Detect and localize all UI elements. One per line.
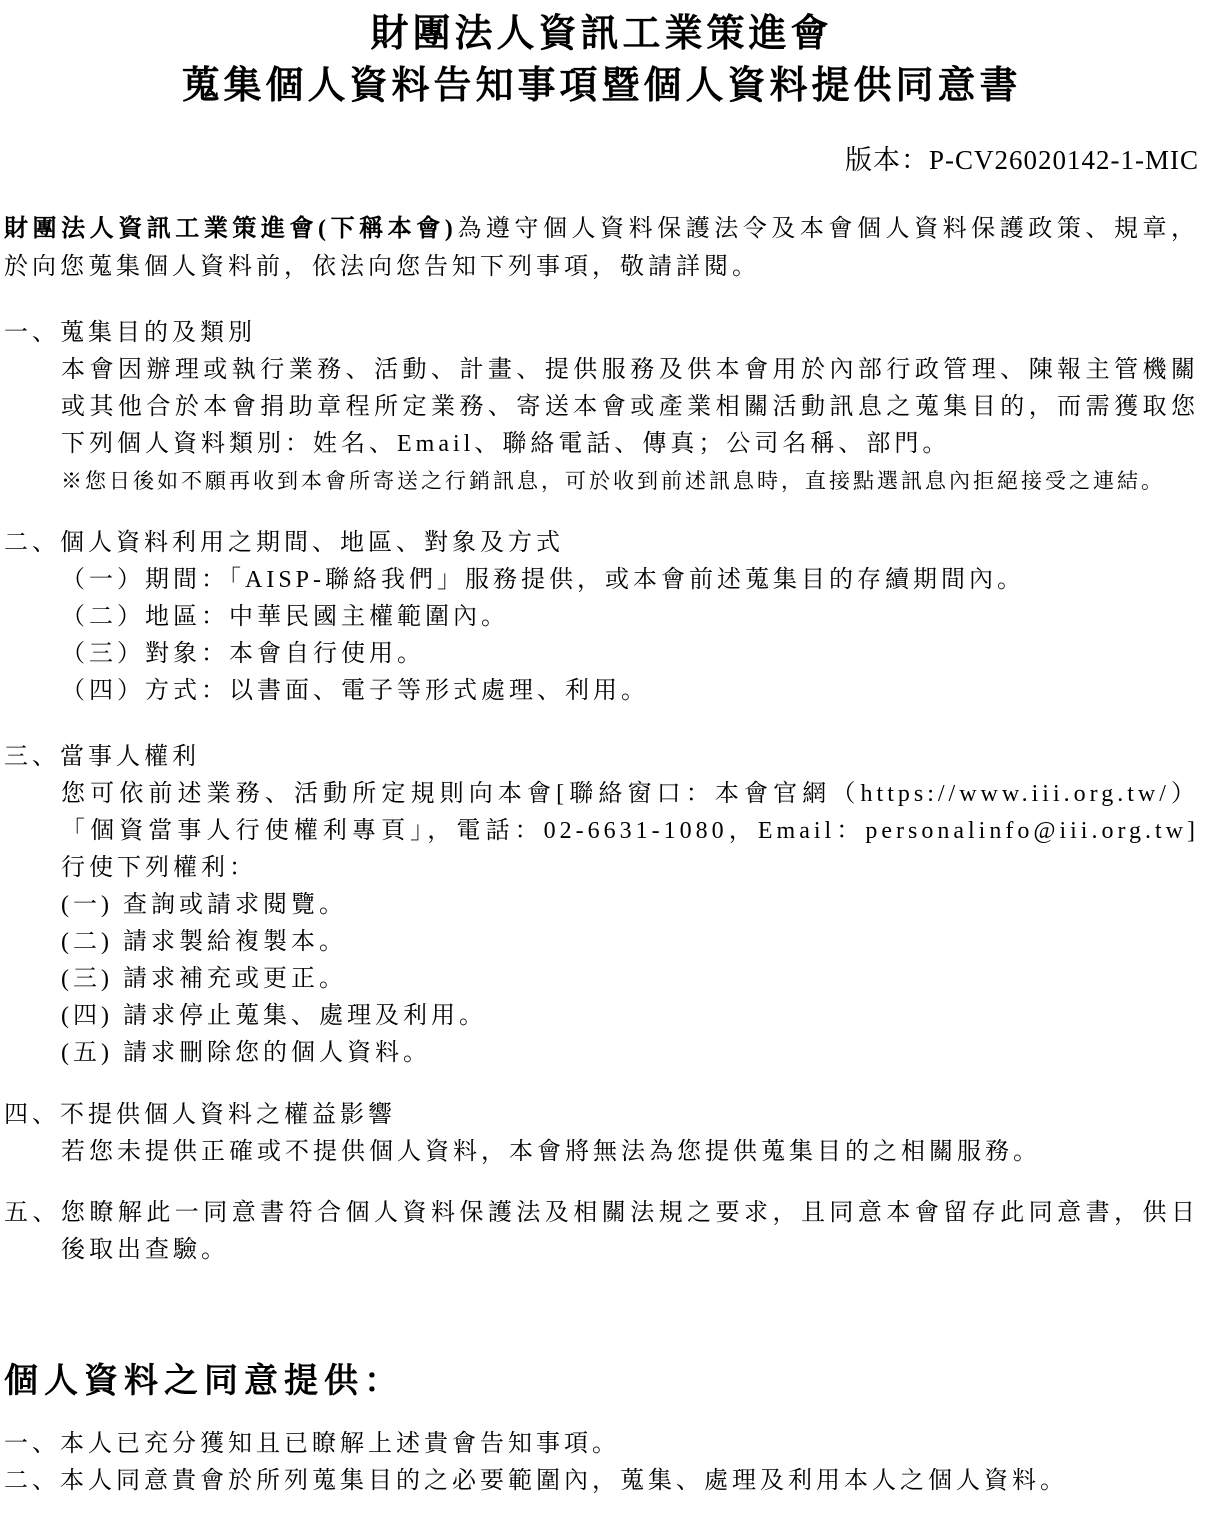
- intro-organization-name: 財團法人資訊工業策進會(下稱本會): [4, 216, 457, 242]
- list-item-area: （二）地區：中華民國主權範圍內。: [61, 604, 509, 630]
- section-impact-of-refusal: [4, 1096, 1199, 1171]
- section-3-heading: 三、當事人權利: [4, 744, 200, 770]
- list-item-target: （三）對象：本會自行使用。: [61, 641, 425, 667]
- list-item-method: （四）方式：以書面、電子等形式處理、利用。: [61, 678, 649, 704]
- intro-paragraph: [4, 210, 1199, 286]
- section-5-text: 五、您瞭解此一同意書符合個人資料保護法及相關法規之要求，且同意本會留存此同意書，供日後取出查驗。: [4, 1200, 1199, 1263]
- consent-heading: 個人資料之同意提供：: [4, 1363, 404, 1400]
- section-data-subject-rights: [4, 738, 1199, 1072]
- intro-text: 為遵守個人資料保護法令及本會個人資料保護政策、規章，於向您蒐集個人資料前，依法向您告知下列事項，敬請詳閱。: [4, 216, 1200, 280]
- right-item-delete: (五) 請求刪除您的個人資料。: [61, 1040, 431, 1066]
- consent-items: [4, 1426, 1199, 1500]
- section-consent-retention: [4, 1195, 1199, 1269]
- right-item-stop: (四) 請求停止蒐集、處理及利用。: [61, 1003, 487, 1029]
- consent-section: [4, 1358, 1199, 1500]
- section-collection-purpose: [4, 314, 1199, 500]
- section-1-note: ※您日後如不願再收到本會所寄送之行銷訊息，可於收到前述訊息時，直接點選訊息內拒絕接受之連結。: [61, 469, 1165, 493]
- section-usage-scope: [4, 524, 1199, 710]
- section-1-heading: 一、蒐集目的及類別: [4, 320, 256, 346]
- document-title-line2: 蒐集個人資料告知事項暨個人資料提供同意書: [181, 65, 1022, 107]
- version-label: 版本：P-CV26020142-1-MIC: [844, 145, 1199, 175]
- right-item-inquiry: (一) 查詢或請求閱覽。: [61, 892, 347, 918]
- section-4-heading: 四、不提供個人資料之權益影響: [4, 1102, 396, 1128]
- section-2-heading: 二、個人資料利用之期間、地區、對象及方式: [4, 530, 564, 556]
- section-4-body: 若您未提供正確或不提供個人資料，本會將無法為您提供蒐集目的之相關服務。: [61, 1139, 1041, 1165]
- section-1-body: 本會因辦理或執行業務、活動、計畫、提供服務及供本會用於內部行政管理、陳報主管機關或其他合於本會捐助章程所定業務、寄送本會或產業相關活動訊息之蒐集目的，而需獲取您下列個人資料類別：姓名、Email、聯絡電話、傳真；公司名稱、部門。: [61, 357, 1199, 457]
- document-title-line1: 財團法人資訊工業策進會: [370, 13, 833, 55]
- right-item-correction: (三) 請求補充或更正。: [61, 966, 347, 992]
- right-item-copy: (二) 請求製給複製本。: [61, 929, 347, 955]
- list-item-period: （一）期間：「AISP-聯絡我們」服務提供，或本會前述蒐集目的存續期間內。: [61, 567, 1026, 593]
- consent-item-agree: 二、本人同意貴會於所列蒐集目的之必要範圍內，蒐集、處理及利用本人之個人資料。: [4, 1468, 1068, 1494]
- consent-item-acknowledged: 一、本人已充分獲知且已瞭解上述貴會告知事項。: [4, 1431, 620, 1457]
- section-3-body: 您可依前述業務、活動所定規則向本會[聯絡窗口：本會官網（https://www.iii.org.tw/）「個資當事人行使權利專頁」，電話：02-6631-1080，Email：personalinfo@iii.org.tw]行使下列權利：: [61, 781, 1199, 881]
